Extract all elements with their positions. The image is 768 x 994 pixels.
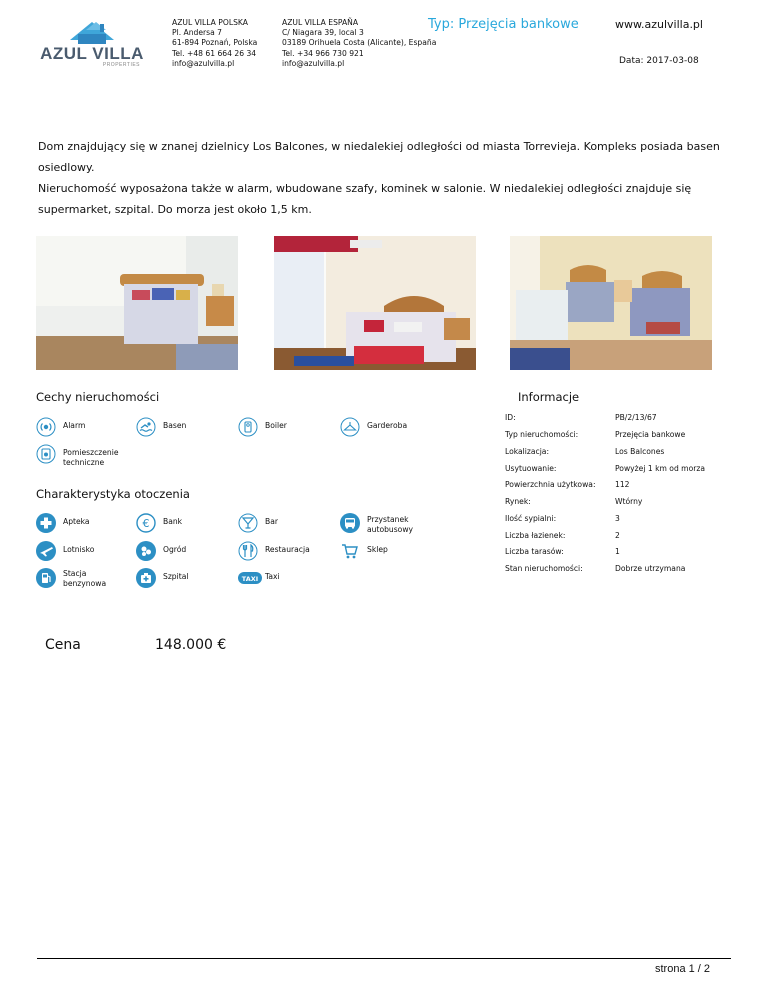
info-value: PB/2/13/67 — [615, 413, 657, 422]
office-spain — [282, 18, 436, 69]
office-pl-line: 61-894 Poznań, Polska — [172, 38, 258, 48]
pharmacy-cross-icon — [36, 513, 56, 533]
office-pl-line: Pl. Andersa 7 — [172, 28, 222, 38]
svg-text:TAXI: TAXI — [241, 575, 259, 583]
feature-label: Boiler — [265, 421, 287, 430]
office-es-line: C/ Niagara 39, local 3 — [282, 28, 364, 38]
office-pl-line: Tel. +48 61 664 26 34 — [172, 48, 257, 58]
info-value: 2 — [615, 531, 620, 540]
garden-icon — [136, 541, 156, 561]
description-paragraph-2: Nieruchomość wyposażona także w alarm, wbudowane szafy, kominek w salonie. W niedalekiej odległości znajduje się supermarket, szpital. Do morza jest około 1,5 km. — [38, 182, 692, 216]
surrounding-label: Restauracja — [265, 545, 310, 554]
info-value: Dobrze utrzymana — [615, 564, 686, 573]
euro-icon — [136, 513, 156, 533]
surrounding-label: Stacja benzynowa — [63, 569, 107, 588]
info-title: Informacje — [518, 390, 580, 404]
company-logo — [40, 18, 144, 70]
feature-label: Alarm — [63, 421, 86, 430]
info-value: 112 — [615, 480, 630, 489]
bus-icon — [340, 513, 360, 533]
price-label: Cena — [45, 637, 81, 653]
price-value: 148.000 € — [155, 637, 227, 653]
swimmer-icon — [136, 417, 156, 437]
info-key: ID: — [505, 413, 516, 422]
surroundings-title: Charakterystyka otoczenia — [36, 487, 190, 501]
taxi-icon — [238, 568, 262, 588]
hanger-icon — [340, 417, 360, 437]
office-es-email: info@azulvilla.pl — [282, 58, 345, 68]
surrounding-label: Lotnisko — [63, 545, 95, 554]
info-value: Powyżej 1 km od morza — [615, 464, 705, 473]
description-paragraph-1: Dom znajdujący się w znanej dzielnicy Los Balcones, w niedalekiej odległości od miasta Torrevieja. Kompleks posiada basen osiedlowy. — [38, 140, 720, 174]
info-key: Liczba tarasów: — [505, 547, 564, 556]
info-key: Rynek: — [505, 497, 531, 506]
fuel-icon — [36, 568, 56, 588]
office-es-line: 03189 Orihuela Costa (Alicante), España — [282, 38, 437, 48]
office-es-line: AZUL VILLA ESPAÑA — [282, 18, 359, 27]
feature-label: Basen — [163, 421, 187, 430]
info-key: Liczba łazienek: — [505, 531, 566, 540]
document-date: Data: 2017-03-08 — [619, 56, 699, 66]
surrounding-label: Sklep — [367, 545, 388, 554]
cart-icon — [340, 541, 360, 561]
info-value: 1 — [615, 547, 620, 556]
website-link[interactable]: www.azulvilla.pl — [615, 18, 703, 31]
alarm-icon — [36, 417, 56, 437]
bedroom-photo-3-image — [510, 236, 712, 370]
office-pl-line: AZUL VILLA POLSKA — [172, 18, 248, 27]
logo-subtitle: PROPERTIES — [102, 62, 140, 68]
boiler-icon — [238, 417, 258, 437]
info-key: Typ nieruchomości: — [505, 430, 579, 439]
svg-text:€: € — [142, 517, 150, 530]
property-photo-3[interactable] — [510, 236, 712, 370]
info-value: Przejęcia bankowe — [615, 430, 686, 439]
cocktail-icon — [238, 513, 258, 533]
hospital-icon — [136, 568, 156, 588]
bedroom-photo-2-image — [274, 236, 476, 370]
info-value: 3 — [615, 514, 620, 523]
surrounding-label: Ogród — [163, 545, 187, 554]
technical-room-icon — [36, 444, 56, 464]
office-es-line: Tel. +34 966 730 921 — [282, 48, 364, 58]
feature-label: Pomieszczenie techniczne — [63, 448, 119, 467]
bedroom-photo-1-image — [36, 236, 238, 370]
surrounding-label: Taxi — [265, 572, 280, 581]
property-photo-1[interactable] — [36, 236, 238, 370]
office-pl-email: info@azulvilla.pl — [172, 58, 235, 68]
plane-icon — [36, 541, 56, 561]
surrounding-label: Szpital — [163, 572, 189, 581]
info-key: Powierzchnia użytkowa: — [505, 480, 596, 489]
surrounding-label: Bank — [163, 517, 183, 526]
surrounding-label: Apteka — [63, 517, 90, 526]
info-key: Ilość sypialni: — [505, 514, 557, 523]
info-value: Los Balcones — [615, 447, 665, 456]
info-key: Stan nieruchomości: — [505, 564, 583, 573]
info-key: Lokalizacja: — [505, 447, 550, 456]
surrounding-label: Bar — [265, 517, 278, 526]
features-title: Cechy nieruchomości — [36, 390, 160, 404]
property-photo-2[interactable] — [274, 236, 476, 370]
info-key: Usytuowanie: — [505, 464, 557, 473]
office-poland — [172, 18, 257, 69]
info-value: Wtórny — [615, 497, 643, 506]
property-type-label: Typ: Przejęcia bankowe — [428, 17, 579, 32]
page-number: strona 1 / 2 — [655, 963, 711, 975]
fork-knife-icon — [238, 541, 258, 561]
feature-label: Garderoba — [367, 421, 408, 430]
logo-text: AZUL VILLA — [40, 44, 144, 63]
surrounding-label: Przystanek autobusowy — [367, 515, 414, 534]
footer-divider — [37, 958, 731, 959]
